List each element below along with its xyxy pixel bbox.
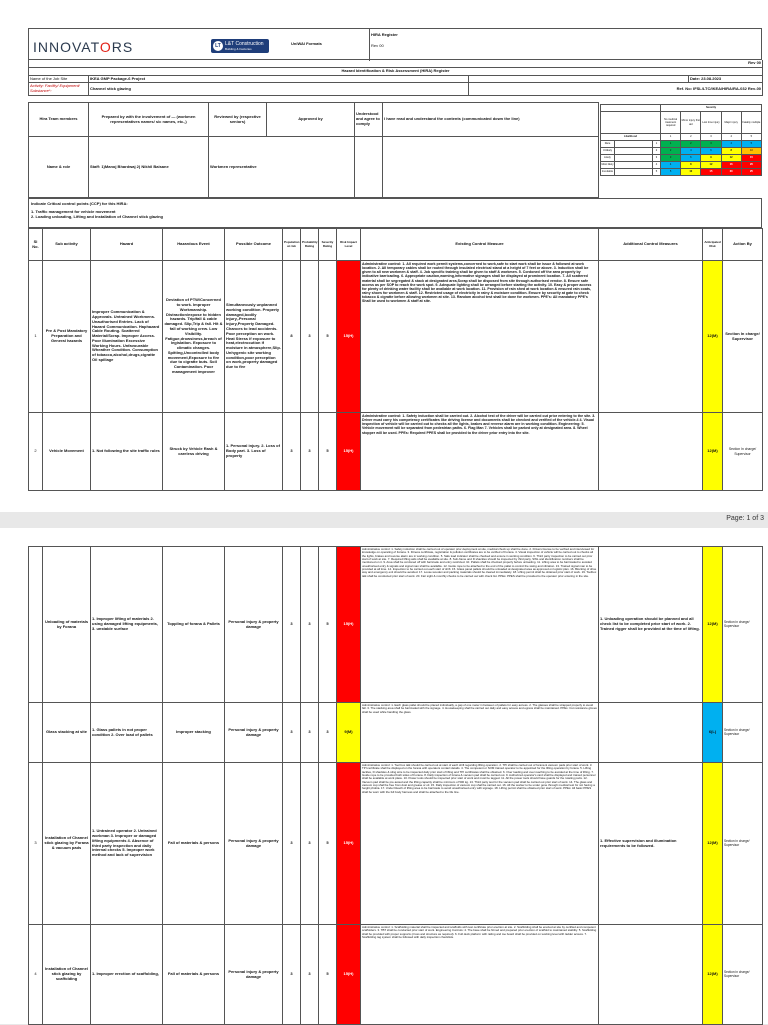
activity: Channel stick glazing xyxy=(89,83,469,96)
document-header xyxy=(28,28,762,60)
table-row: Glass stacking at site 1. Glass pallets in not proper condition 2. Over load of pallets Improper stacking Personal injury & property damage 3 3 3 9(M) Administrative control: 1. Each glass pallet should be placed individually, a gap of one meter in between of pallets for easy access. 2. The glasses shall be strapped properly to avoid fall. 3. The stacking area shall be barricaded with the signage. 4. Housekeeping shall be carried out daily and easy access and egress shall be maintained. PPEs: Cut resistance gloves shall be used while handling the glass. 6(L) Section in charge/ Supervisor xyxy=(29,703,763,763)
activity-label: Activity: Facility/ Equipment/ Substance*: xyxy=(29,83,89,96)
register-title: HIRA Register xyxy=(371,32,398,37)
risk-level-high: 15(H) xyxy=(337,413,361,491)
job-site: IKEA GMP Package-6 Project xyxy=(89,75,469,83)
rev-label: Rev 00 xyxy=(29,60,763,67)
risk-matrix: Severity No medical treatment required Minor injury first aid Lost time injury Major injury Fatality multiple Likelihood 1 2 3 4 5 Rare 1 1 2 3 4 5 Unlikely 2 2 4 6 8 10 Likely 3 3 6 9 12 15 Most likely 4 4 8 12 16 20 Inevitable 5 5 10 15 20 25 xyxy=(600,104,762,176)
hira-table-page1 xyxy=(28,228,763,491)
risk-level-high: 15(H) xyxy=(337,925,361,1025)
anticipated-risk: 12(M) xyxy=(703,413,723,491)
page-1 xyxy=(0,0,768,512)
page-gap xyxy=(0,512,768,528)
team-block xyxy=(28,102,599,198)
risk-level-high: 15(H) xyxy=(337,547,361,703)
ccp-block: Indicate Critical control points (CCP) for this HIRA: 1. Traffic management for vehicle movement 2. Loading unloading, Lifting and Installation of Channel stick glazing xyxy=(28,198,762,228)
prepared-by: Prepared by with the involvement of — (workmen representatives names/ s/c names, etc.,) xyxy=(89,103,209,137)
table-row: 2 Vehicle Movement 1. Not following the site traffic rules Struck by Vehicle Rash & careless driving 1. Personal injury. 2. Loss of Body part. 3. Loss of property 3 3 5 15(H) Administrative control: 1. Safety induction shall be carried out. 2. Alcohol test of the driver will be carried out prior entering to the site. 3. Driver must carry his competency certificates like driving license and documents shall be checked and verified of the vehicle.4 4. Visual inspection of vehicle will be carried out to checks all the lights, brakes and reverse alarm are in working condition. Engineering: 5. Vehicle movement will be separated from pedestrian paths. 6. Flag Man 7. Vehicles shall be parked only at designated area. 8. Wheel stopper will be used. PPEs: Required PPES shall be provided to the driver prior entry into the site. 12(M) Section In charge/ Supervisor xyxy=(29,413,763,491)
table-row: 4 Installation of Channel stick glazing by scaffolding 1. Improper erection of scaffolding, Fall of materials & persons Personal injury & property damage 3 3 5 15(H) Administrative control: 1. Scaffolding material shall be inspected and scaffolds with test certificate prior erection at site. 2. Scaffolding shall be erected at site by certified and competent scaffolders. 3. TBT shall be conducted prior start of work. Engineering Controls: 4. The base shall be firmed and prepared prior erection of scaffold to maintained stability. 5. Scaffolding shall be provided with proper supports (cross and structure as required). 6. Full deck platform with railing and toe board shall be provided on working level with ladder access. 7. Scaffolding tag system shall be followed with daily inspection checklists. 12(M) Section in charge/ Supervisor xyxy=(29,925,763,1025)
register-rev: Rev 00 xyxy=(371,43,384,48)
table-header: Sl No. Sub activity Hazard Hazardous Event Possible Outcome Population at risk Probability Rating Severity Rating Risk Impact Level Existing Control Measure Additional Control Measures Anticipated Risk Action By xyxy=(29,229,763,261)
table-row: 1 Pre & Post Mandatory Preparation and General hazards Improper Communication & Approvals. Untrained Workmens. Unauthorised Entries. Lack of Hazard Communication. Haphazard Cable Routing. Scattered Material/Scrap. Improper Access. Poor Illumination Excessive Working Hours. Unfavourable Wheather Condition. Consumption of tobacco,alcohol,drugs,cigratte Oil spillage Deviation of PTW/Concerned to work. Improper Workmanship. Distraction/expose to hidden hazards. Trip/fall & cable damaged. Slip,Trip & fall. Hit & fall of working crew. Low Visibility. Fatigue,drowsiness,breach of legislation. Exposure to climatic changes. Spitting,Uncontrolled body movement,Exposure to fire due to cigratte buts. Soil Contamination. Poor management improver Simultaneously unplanned working condition. Property damaged,bodily injury,.Personal injury,Property Damaged. Chances to lead accidents. Poor perception on work. Heat Stress if exposure to heat,electrocution if moisture in atmosphere,Slip. Unhygenic site working condition,poor perception on work,property damaged due to fire 8 3 5 15(H) Administrative control: 1. All required work permit systems,concerned to work,safe to start work shall be issue & followed at work location. 2. All temporary cables shall be routed through insulated electrical stand at a height of 7 feet or above. 3. Induction shall be given to all new workmen & staff. 4. Job specific training shall be given to staff & workmen. 5. Cordoned off the area properly by indicative barricading. 6. Appropriate caution,warning,informative signages shall be displayed at prominent location. 7. All scattered material shall be segregated & stack at designated area,Scrap shall be disposed from site through authorised vendor. 8. Ensure safe access as per SOP to reach the work spot. 9. Adequate lighting shall be arranged before starting the activity. 10. Easy & proper access for plenty of drinking water facility shall be available at work location. 11. Provision of rain shed at work location & ensured rain coats, rainy shoes for workmen & staff. 12. Restricted usage of electricity in rainy & moisture condition. Ensure by security at gate to check tobacco & cigratte before allowing workmen at site. 13. Random alcohol test shall be done for workmen. PPE's: All mandatory PPE's Shall be used to workmen & staff at site. 12(M) Section In charge/ Supervisor xyxy=(29,261,763,413)
job-site-label: Name of the Job Site xyxy=(29,75,89,83)
main-title: Hazard Identification & Risk Assessment (HIRA) Register xyxy=(29,67,763,75)
page-2 xyxy=(0,528,768,1024)
severity-title: Severity xyxy=(661,105,762,112)
anticipated-risk: 12(M) xyxy=(703,925,723,1025)
understood-label: Understood and agree to comply xyxy=(355,103,383,137)
page-number: Page: 1 of 3 xyxy=(726,515,764,522)
risk-level-high: 15(H) xyxy=(337,763,361,925)
hira-table-page2 xyxy=(28,546,763,1025)
hira-team-label: Hira Team members xyxy=(29,103,89,137)
ref-number: Ref. No: IFSL/LTC/IKEA/HIRA/RA-032 Rev-00 xyxy=(469,83,763,96)
anticipated-risk: 12(M) xyxy=(703,547,723,703)
workmen-representative: Workmen representative xyxy=(209,137,355,198)
lt-logo-icon: LT xyxy=(213,41,223,51)
approved-by: Approved by xyxy=(267,103,355,137)
innovators-logo: INNOVATORS xyxy=(33,39,134,55)
lt-construction-logo: LT L&T Construction Building & Factories xyxy=(211,39,269,53)
likelihood-title: Likelihood xyxy=(601,134,661,141)
reviewed-by: Reviewed by (respective seniors) xyxy=(209,103,267,137)
risk-level-medium: 9(M) xyxy=(337,703,361,763)
staff-names: Staff: 1)Manoj Bhardwaj 2) Nikhil Baisane xyxy=(89,137,209,198)
table-row: 3 Installation of Channel stick glazing by Forana & vacuum pads 1. Untrained operator 2. Untrained workman 3. Improper or damaged lifting equipments 4. Absence of third party inspection and daily internal checks 5. Improper work method and lack of supervision Fall of materials & persons Personal injury & property damage 3 3 5 15(H) Administrative control: 1. Tool box talk should be carried out at start of each shift regarding lifting operation. 2. TPI shall be carried out of forana & vacuum pads prior start of work. 3. TPI certificate shall be displayed on the forana with operators contact details. 4. The competent or SOM trained operator to be appointed for the lifting operation by forana. 5. Lifting tackles, D shackles & sling wire to be inspected daily prior start of lifting and TPI certificates shall be obtained. 6. Over loading and over reaching to be avoided at the time of lifting. 7. Guide rope to be provided both sides of Forana. 8. Daily inspection of forana & vacuum pad shall be carried out. 9. Authorized operator's card shall be displayed and trained personnel shall be available at work place. 10. Power tools should be inspected prior start of work and must be tagged. 11. All the power tools should have guards for the rotating parts. 12. Vacuum pad shall be pre-tested and the lifting capacity shall be minimum of 500 kg. 13. Third party test for the vacuum pad shall be carried out prior start of work. 14. The glass and vacuum cup shall be free from dust and grease or oil. 15. Daily inspection of vacuum cup shall be carried out. 16. All the worker to be under gone through medical test for not having a height phobia. 17. Under Reach of lifting area to be barricade to avoid unauthorised entry with signage. 18. Lifting permit shall be obtained prior start of work. PPEs: All basic PPES shall be worn with the full body harness and shall be attached to the life line. 1. Effective supervision and illumination requirements to be followed. 12(M) Section in charge/ Supervisor xyxy=(29,763,763,925)
title-block xyxy=(28,60,763,96)
format-label: UniWAl Formats xyxy=(291,41,322,46)
anticipated-risk: 6(L) xyxy=(703,703,723,763)
risk-level-high: 15(H) xyxy=(337,261,361,413)
read-statement: I have read and understand the contents (communicated down the line) xyxy=(383,103,599,137)
table-row: Unloading of materials by Forana 1. Improper lifting of materials 2. using damaged lifting equipments, 3. unstable surface Toppling of forana & Pallets Personal injury & property damage 3 3 5 15(H) Administrative control: 1. Safety induction shall be carried out of operator prior deployment at site, medical check up shall be done. 2. Drivers license to be verified and interviewed for knowledge on operating of Forana. 3. Fitness certificate, registration & pollution certificates are to be verified of Forana. 4. Visual inspection of vehicle will be carried out to checks all the lights, brakes and reverse alarm are in working condition. 5. Safe load indicator shall be checked and ensure in working condition. 6. Third party inspection to be carried out prior start of work at site. 7. Required lifting aids shall be available at site. 8. Sub-frame and D shackles should be inspected by third party, SWL and identification numbers shall be mentioned on it. 9. Area shall be cordoned off with barricade and entry restricted. 10. Pallets shall be checked properly before unloading. 11. Lifting area to be barricaded to avoided unauthorised entry & signals and signal man shall be available. 12. Guide rope to be attached to the end of the pallet to control the swing and vibration. 13. Trained signal man to be provided at all time. 14. Inspection to be carried out each start of shift. 15. Glass panel pallets should be unloaded at designated area as approved on logistic plan. 16. Blocking of drive way and emergency exit should be avoided. 17. Loose wooden and packing materials should be cleared immediately. 18. Lifting permit shall be obtained prior start of work. 19. Toolbox talk shall be conducted prior start of work. 20. Fair sight & monthly checks to be carried out with check list. PPEs: PPES shall be provided to the operator prior entering in the site. 1. Unloading operation should be planned and all check list to be completed prior start of work. 2. Trained rigger shall be provided at the time of lifting. 12(M) Section in charge/ Supervisor xyxy=(29,547,763,703)
date: Date: 23.08.2023 xyxy=(689,75,763,83)
name-role-label: Name & role xyxy=(29,137,89,198)
anticipated-risk: 12(M) xyxy=(703,261,723,413)
anticipated-risk: 12(M) xyxy=(703,763,723,925)
